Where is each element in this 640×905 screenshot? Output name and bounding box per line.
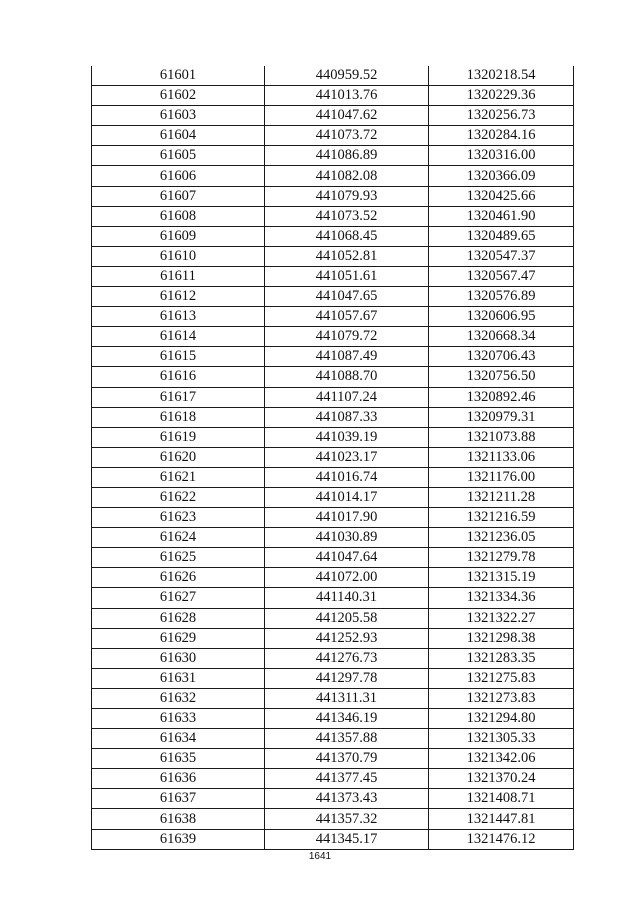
y-coordinate-cell: 1320706.43: [429, 347, 574, 367]
y-coordinate-cell: 1320668.34: [429, 327, 574, 347]
point-id-cell: 61606: [92, 166, 265, 186]
y-coordinate-cell: 1321298.38: [429, 628, 574, 648]
x-coordinate-cell: 441086.89: [265, 146, 429, 166]
table-row: [92, 266, 574, 286]
x-coordinate-cell: 441311.31: [265, 688, 429, 708]
y-coordinate-cell: 1320979.31: [429, 407, 574, 427]
table-row: [92, 66, 574, 86]
x-coordinate-cell: 441051.61: [265, 266, 429, 286]
x-coordinate-cell: 441023.17: [265, 447, 429, 467]
y-coordinate-cell: 1320284.16: [429, 126, 574, 146]
y-coordinate-cell: 1321279.78: [429, 548, 574, 568]
point-id-cell: 61609: [92, 226, 265, 246]
point-id-cell: 61610: [92, 246, 265, 266]
x-coordinate-cell: 441276.73: [265, 648, 429, 668]
y-coordinate-cell: 1320567.47: [429, 266, 574, 286]
table-row: [92, 387, 574, 407]
x-coordinate-cell: 441079.93: [265, 186, 429, 206]
y-coordinate-cell: 1320892.46: [429, 387, 574, 407]
table-row: [92, 628, 574, 648]
table-row: [92, 749, 574, 769]
y-coordinate-cell: 1321294.80: [429, 709, 574, 729]
y-coordinate-cell: 1321073.88: [429, 427, 574, 447]
table-row: [92, 146, 574, 166]
table-row: [92, 367, 574, 387]
x-coordinate-cell: 441072.00: [265, 568, 429, 588]
x-coordinate-cell: 441373.43: [265, 789, 429, 809]
y-coordinate-cell: 1321342.06: [429, 749, 574, 769]
y-coordinate-cell: 1321176.00: [429, 467, 574, 487]
y-coordinate-cell: 1321283.35: [429, 648, 574, 668]
y-coordinate-cell: 1320606.95: [429, 307, 574, 327]
y-coordinate-cell: 1321334.36: [429, 588, 574, 608]
y-coordinate-cell: 1320256.73: [429, 106, 574, 126]
y-coordinate-cell: 1321322.27: [429, 608, 574, 628]
table-row: [92, 769, 574, 789]
point-id-cell: 61620: [92, 447, 265, 467]
table-row: [92, 166, 574, 186]
x-coordinate-cell: 441082.08: [265, 166, 429, 186]
x-coordinate-cell: 441047.64: [265, 548, 429, 568]
point-id-cell: 61630: [92, 648, 265, 668]
table-row: [92, 548, 574, 568]
y-coordinate-cell: 1321305.33: [429, 729, 574, 749]
point-id-cell: 61615: [92, 347, 265, 367]
table-row: [92, 729, 574, 749]
y-coordinate-cell: 1321236.05: [429, 528, 574, 548]
x-coordinate-cell: 441052.81: [265, 246, 429, 266]
table-row: [92, 508, 574, 528]
x-coordinate-cell: 441087.49: [265, 347, 429, 367]
x-coordinate-cell: 441039.19: [265, 427, 429, 447]
x-coordinate-cell: 441057.67: [265, 307, 429, 327]
point-id-cell: 61638: [92, 809, 265, 829]
point-id-cell: 61625: [92, 548, 265, 568]
table-row: [92, 709, 574, 729]
x-coordinate-cell: 441073.52: [265, 206, 429, 226]
point-id-cell: 61623: [92, 508, 265, 528]
point-id-cell: 61604: [92, 126, 265, 146]
y-coordinate-cell: 1321216.59: [429, 508, 574, 528]
point-id-cell: 61619: [92, 427, 265, 447]
y-coordinate-cell: 1321370.24: [429, 769, 574, 789]
table-row: [92, 487, 574, 507]
x-coordinate-cell: 441346.19: [265, 709, 429, 729]
table-row: [92, 126, 574, 146]
point-id-cell: 61602: [92, 86, 265, 106]
point-id-cell: 61601: [92, 66, 265, 86]
x-coordinate-cell: 441068.45: [265, 226, 429, 246]
table-row: [92, 206, 574, 226]
x-coordinate-cell: 441370.79: [265, 749, 429, 769]
point-id-cell: 61626: [92, 568, 265, 588]
table-row: [92, 106, 574, 126]
x-coordinate-cell: 441345.17: [265, 829, 429, 849]
x-coordinate-cell: 441087.33: [265, 407, 429, 427]
x-coordinate-cell: 441377.45: [265, 769, 429, 789]
point-id-cell: 61621: [92, 467, 265, 487]
y-coordinate-cell: 1320756.50: [429, 367, 574, 387]
y-coordinate-cell: 1320218.54: [429, 66, 574, 86]
y-coordinate-cell: 1320425.66: [429, 186, 574, 206]
table-row: [92, 809, 574, 829]
table-row: [92, 588, 574, 608]
x-coordinate-cell: 441357.32: [265, 809, 429, 829]
point-id-cell: 61605: [92, 146, 265, 166]
table-row: [92, 568, 574, 588]
y-coordinate-cell: 1321133.06: [429, 447, 574, 467]
table-row: [92, 668, 574, 688]
table-row: [92, 347, 574, 367]
x-coordinate-cell: 441013.76: [265, 86, 429, 106]
table-row: [92, 186, 574, 206]
table-row: [92, 307, 574, 327]
y-coordinate-cell: 1321408.71: [429, 789, 574, 809]
x-coordinate-cell: 441107.24: [265, 387, 429, 407]
x-coordinate-cell: 441357.88: [265, 729, 429, 749]
point-id-cell: 61637: [92, 789, 265, 809]
coordinate-table-body: [92, 66, 574, 849]
y-coordinate-cell: 1321211.28: [429, 487, 574, 507]
x-coordinate-cell: 441088.70: [265, 367, 429, 387]
point-id-cell: 61634: [92, 729, 265, 749]
point-id-cell: 61633: [92, 709, 265, 729]
point-id-cell: 61629: [92, 628, 265, 648]
point-id-cell: 61624: [92, 528, 265, 548]
point-id-cell: 61639: [92, 829, 265, 849]
y-coordinate-cell: 1321447.81: [429, 809, 574, 829]
x-coordinate-cell: 441014.17: [265, 487, 429, 507]
y-coordinate-cell: 1320316.00: [429, 146, 574, 166]
table-row: [92, 467, 574, 487]
table-row: [92, 86, 574, 106]
y-coordinate-cell: 1320461.90: [429, 206, 574, 226]
y-coordinate-cell: 1320366.09: [429, 166, 574, 186]
point-id-cell: 61635: [92, 749, 265, 769]
page-number: 1641: [308, 851, 332, 862]
x-coordinate-cell: 441017.90: [265, 508, 429, 528]
x-coordinate-cell: 441016.74: [265, 467, 429, 487]
table-row: [92, 226, 574, 246]
point-id-cell: 61607: [92, 186, 265, 206]
table-row: [92, 789, 574, 809]
table-row: [92, 287, 574, 307]
x-coordinate-cell: 441073.72: [265, 126, 429, 146]
point-id-cell: 61631: [92, 668, 265, 688]
x-coordinate-cell: 441030.89: [265, 528, 429, 548]
y-coordinate-cell: 1320547.37: [429, 246, 574, 266]
table-row: [92, 608, 574, 628]
y-coordinate-cell: 1321275.83: [429, 668, 574, 688]
y-coordinate-cell: 1321315.19: [429, 568, 574, 588]
point-id-cell: 61627: [92, 588, 265, 608]
coordinate-table: [91, 66, 574, 850]
point-id-cell: 61612: [92, 287, 265, 307]
point-id-cell: 61603: [92, 106, 265, 126]
point-id-cell: 61613: [92, 307, 265, 327]
point-id-cell: 61632: [92, 688, 265, 708]
x-coordinate-cell: 441297.78: [265, 668, 429, 688]
y-coordinate-cell: 1320489.65: [429, 226, 574, 246]
x-coordinate-cell: 441140.31: [265, 588, 429, 608]
point-id-cell: 61611: [92, 266, 265, 286]
point-id-cell: 61614: [92, 327, 265, 347]
x-coordinate-cell: 441047.65: [265, 287, 429, 307]
x-coordinate-cell: 441047.62: [265, 106, 429, 126]
x-coordinate-cell: 441079.72: [265, 327, 429, 347]
point-id-cell: 61636: [92, 769, 265, 789]
point-id-cell: 61622: [92, 487, 265, 507]
table-row: [92, 648, 574, 668]
table-row: [92, 427, 574, 447]
table-row: [92, 829, 574, 849]
point-id-cell: 61618: [92, 407, 265, 427]
y-coordinate-cell: 1321273.83: [429, 688, 574, 708]
point-id-cell: 61617: [92, 387, 265, 407]
point-id-cell: 61628: [92, 608, 265, 628]
y-coordinate-cell: 1321476.12: [429, 829, 574, 849]
y-coordinate-cell: 1320576.89: [429, 287, 574, 307]
table-row: [92, 246, 574, 266]
y-coordinate-cell: 1320229.36: [429, 86, 574, 106]
x-coordinate-cell: 441205.58: [265, 608, 429, 628]
point-id-cell: 61616: [92, 367, 265, 387]
table-row: [92, 447, 574, 467]
table-row: [92, 528, 574, 548]
point-id-cell: 61608: [92, 206, 265, 226]
table-row: [92, 327, 574, 347]
x-coordinate-cell: 441252.93: [265, 628, 429, 648]
x-coordinate-cell: 440959.52: [265, 66, 429, 86]
table-row: [92, 688, 574, 708]
table-row: [92, 407, 574, 427]
